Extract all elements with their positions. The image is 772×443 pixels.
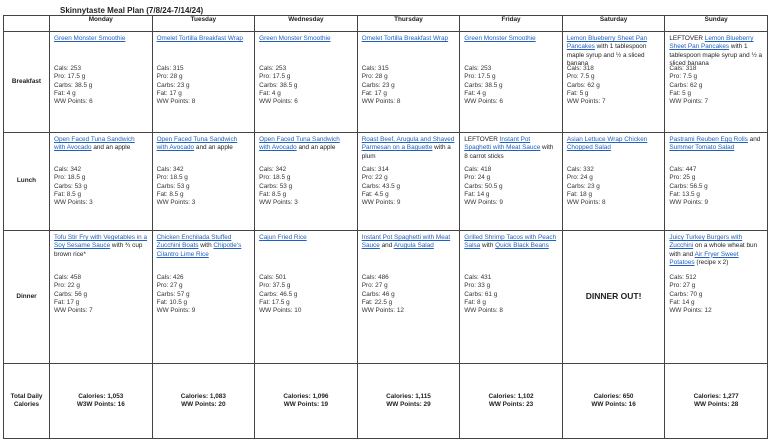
document-title: Skinnytaste Meal Plan (7/8/24-7/14/24) xyxy=(60,6,204,15)
lunch-cell-wednesday xyxy=(255,133,358,231)
carbs-value: Carbs: 53 g xyxy=(54,182,88,190)
total-ww-points: WW Points: 29 xyxy=(386,401,431,408)
recipe-link[interactable]: Open Faced Tuna Sandwich with Avocado xyxy=(259,136,340,152)
breakfast-row xyxy=(4,32,768,133)
protein-value: Pro: 7.5 g xyxy=(669,73,698,81)
fat-value: Fat: 5 g xyxy=(669,89,692,97)
meal-description xyxy=(362,35,456,65)
breakfast-cell-saturday xyxy=(562,32,665,133)
row-label-dinner: Dinner xyxy=(4,231,50,364)
calories-value: Cals: 315 xyxy=(156,65,184,72)
ww-points-value: WW Points: 8 xyxy=(464,307,503,315)
calories-value: Cals: 418 xyxy=(464,166,492,173)
meal-note: LEFTOVER xyxy=(464,136,500,143)
fat-value: Fat: 8.5 g xyxy=(259,190,287,198)
meal-description xyxy=(157,35,251,65)
breakfast-cell-thursday xyxy=(357,32,460,133)
ww-points-value: WW Points: 6 xyxy=(259,98,298,106)
carbs-value: Carbs: 23 g xyxy=(566,182,600,190)
recipe-link[interactable]: Open Faced Tuna Sandwich with Avocado xyxy=(54,136,135,152)
recipe-link[interactable]: Green Monster Smoothie xyxy=(259,35,331,42)
carbs-value: Carbs: 62 g xyxy=(669,81,703,89)
total-cell-monday xyxy=(50,364,153,439)
total-cell-saturday xyxy=(562,364,665,439)
carbs-value: Carbs: 38.5 g xyxy=(464,81,503,89)
total-cell-wednesday xyxy=(255,364,358,439)
meal-note: on a whole wheat bun with and xyxy=(669,242,758,258)
meal-description xyxy=(669,136,763,166)
dinner-row xyxy=(4,231,768,364)
meal-note: and xyxy=(747,136,761,143)
protein-value: Pro: 25 g xyxy=(669,174,696,182)
recipe-link[interactable]: Air Fryer Sweet Potatoes xyxy=(669,250,739,266)
meal-note: (recipe x 2) xyxy=(694,258,729,266)
calories-value: Cals: 512 xyxy=(669,274,697,281)
meal-description xyxy=(54,35,148,65)
calories-value: Cals: 314 xyxy=(361,166,389,173)
calories-value: Cals: 458 xyxy=(54,274,81,281)
protein-value: Pro: 28 g xyxy=(361,73,388,81)
total-calories: Calories: 1,102 xyxy=(488,392,534,400)
ww-points-value: WW Points: 7 xyxy=(54,307,93,315)
protein-value: Pro: 22 g xyxy=(54,282,80,290)
meal-description xyxy=(669,234,763,274)
fat-value: Fat: 8.5 g xyxy=(54,190,81,198)
row-label-lunch: Lunch xyxy=(4,133,50,231)
breakfast-cell-friday xyxy=(460,32,563,133)
dinner-cell-thursday xyxy=(357,231,460,364)
lunch-cell-friday xyxy=(460,133,563,231)
protein-value: Pro: 17.5 g xyxy=(54,73,86,81)
meal-description xyxy=(259,35,353,65)
calories-value: Cals: 501 xyxy=(259,274,287,281)
total-cell-sunday xyxy=(665,364,768,439)
meal-description xyxy=(669,35,763,65)
day-header-monday: Monday xyxy=(50,16,153,32)
carbs-value: Carbs: 43.5 g xyxy=(361,182,401,190)
ww-points-value: WW Points: 12 xyxy=(669,307,712,315)
calories-value: Cals: 447 xyxy=(669,166,697,173)
fat-value: Fat: 8 g xyxy=(464,298,486,306)
carbs-value: Carbs: 23 g xyxy=(361,81,395,89)
carbs-value: Carbs: 56.5 g xyxy=(669,182,708,190)
carbs-value: Carbs: 61 g xyxy=(464,290,498,298)
total-ww-points: WW Points: 23 xyxy=(488,401,534,408)
lunch-cell-sunday xyxy=(665,133,768,231)
meal-note: and an apple xyxy=(194,144,233,152)
ww-points-value: WW Points: 9 xyxy=(464,199,503,207)
fat-value: Fat: 5 g xyxy=(566,89,589,97)
protein-value: Pro: 18.5 g xyxy=(156,174,188,182)
protein-value: Pro: 24 g xyxy=(566,174,593,182)
total-ww-points: WW Points: 16 xyxy=(591,401,636,408)
ww-points-value: WW Points: 12 xyxy=(361,307,404,315)
meal-description xyxy=(54,234,148,274)
meal-note: with ¾ cup brown rice* xyxy=(54,242,143,258)
total-ww-points: WW Points: 19 xyxy=(283,401,329,408)
dinner-out-label: DINNER OUT! xyxy=(585,291,642,302)
calories-value: Cals: 342 xyxy=(156,166,184,173)
ww-points-value: WW Points: 8 xyxy=(156,98,196,106)
total-calories: Calories: 1,083 xyxy=(180,392,226,400)
dinner-cell-tuesday xyxy=(152,231,255,364)
carbs-value: Carbs: 56 g xyxy=(54,290,88,298)
meal-description xyxy=(362,136,456,166)
calories-value: Cals: 332 xyxy=(566,166,594,173)
totals-row xyxy=(4,364,768,439)
fat-value: Fat: 17 g xyxy=(361,89,387,97)
carbs-value: Carbs: 62 g xyxy=(566,81,600,89)
ww-points-value: WW Points: 3 xyxy=(156,199,196,207)
ww-points-value: WW Points: 7 xyxy=(669,98,709,106)
fat-value: Fat: 4.5 g xyxy=(361,190,389,198)
fat-value: Fat: 17 g xyxy=(156,89,182,97)
dinner-cell-friday xyxy=(460,231,563,364)
meal-description xyxy=(157,234,251,274)
carbs-value: Carbs: 50.5 g xyxy=(464,182,503,190)
meal-plan-table xyxy=(3,15,768,439)
calories-value: Cals: 318 xyxy=(566,65,594,72)
protein-value: Pro: 18.5 g xyxy=(259,174,291,182)
recipe-link[interactable]: Omelet Tortilla Breakfast Wrap xyxy=(156,35,243,42)
breakfast-cell-wednesday xyxy=(255,32,358,133)
total-calories: Calories: 650 xyxy=(593,392,634,400)
protein-value: Pro: 28 g xyxy=(156,73,183,81)
recipe-link[interactable]: Cajun Fried Rice xyxy=(259,234,307,241)
meal-note: with xyxy=(480,242,496,250)
meal-description xyxy=(259,234,353,274)
meal-description xyxy=(464,136,558,166)
calories-value: Cals: 486 xyxy=(361,274,389,281)
dinner-cell-sunday xyxy=(665,231,768,364)
recipe-link[interactable]: Summer Tomato Salad xyxy=(669,144,735,152)
fat-value: Fat: 4 g xyxy=(54,89,76,97)
carbs-value: Carbs: 53 g xyxy=(156,182,190,190)
carbs-value: Carbs: 70 g xyxy=(669,290,703,298)
day-header-sunday: Sunday xyxy=(665,16,768,32)
calories-value: Cals: 342 xyxy=(259,166,287,173)
calories-value: Cals: 253 xyxy=(54,65,81,72)
recipe-link[interactable]: Instant Pot Spaghetti with Meat Sauce xyxy=(464,136,541,152)
carbs-value: Carbs: 38.5 g xyxy=(259,81,298,89)
calories-value: Cals: 426 xyxy=(156,274,184,281)
recipe-link[interactable]: Roast Beef, Arugula and Shaved Parmesan on a Baguette xyxy=(361,136,455,152)
protein-value: Pro: 18.5 g xyxy=(54,174,86,182)
recipe-link[interactable]: Asian Lettuce Wrap Chicken Chopped Salad xyxy=(566,136,648,152)
protein-value: Pro: 7.5 g xyxy=(566,73,595,81)
recipe-link[interactable]: Lemon Blueberry Sheet Pan Pancakes xyxy=(566,35,648,51)
lunch-cell-saturday xyxy=(562,133,665,231)
fat-value: Fat: 4 g xyxy=(259,89,281,97)
meal-description xyxy=(567,136,661,166)
protein-value: Pro: 17.5 g xyxy=(259,73,291,81)
recipe-link[interactable]: Quick Black Beans xyxy=(495,242,549,250)
total-calories: Calories: 1,115 xyxy=(386,392,431,400)
ww-points-value: WW Points: 10 xyxy=(259,307,302,315)
carbs-value: Carbs: 46.5 g xyxy=(259,290,298,298)
breakfast-cell-sunday xyxy=(665,32,768,133)
meal-description xyxy=(464,35,558,65)
protein-value: Pro: 33 g xyxy=(464,282,491,290)
protein-value: Pro: 27 g xyxy=(669,282,696,290)
calories-value: Cals: 253 xyxy=(259,65,287,72)
breakfast-cell-monday xyxy=(50,32,153,133)
carbs-value: Carbs: 23 g xyxy=(156,81,190,89)
carbs-value: Carbs: 38.5 g xyxy=(54,81,93,89)
row-label-total-daily-calories: Total Daily Calories xyxy=(4,364,50,439)
recipe-link[interactable]: Lemon Blueberry Sheet Pan Pancakes xyxy=(669,35,754,51)
fat-value: Fat: 17 g xyxy=(54,298,80,306)
recipe-link[interactable]: Omelet Tortilla Breakfast Wrap xyxy=(361,35,449,42)
ww-points-value: WW Points: 3 xyxy=(54,199,93,207)
meal-description xyxy=(259,136,353,166)
protein-value: Pro: 17.5 g xyxy=(464,73,496,81)
fat-value: Fat: 13.5 g xyxy=(669,190,700,198)
day-header-friday: Friday xyxy=(460,16,563,32)
meal-description xyxy=(567,35,661,65)
meal-description xyxy=(157,136,251,166)
lunch-cell-thursday xyxy=(357,133,460,231)
fat-value: Fat: 22.5 g xyxy=(361,298,393,306)
meal-note: with 1 tablespoon maple syrup and ½ a sliced banana xyxy=(566,43,647,67)
ww-points-value: WW Points: 3 xyxy=(259,199,298,207)
recipe-link[interactable]: Green Monster Smoothie xyxy=(464,35,536,42)
calories-value: Cals: 315 xyxy=(361,65,389,72)
total-ww-points: WW Points: 20 xyxy=(181,401,226,408)
meal-note: with 8 carrot sticks xyxy=(464,144,554,160)
recipe-link[interactable]: Instant Pot Spaghetti with Meat Sauce xyxy=(361,234,451,250)
recipe-link[interactable]: Juicy Turkey Burgers with Zucchini xyxy=(669,234,743,250)
recipe-link[interactable]: Arugula Salad xyxy=(393,242,434,250)
ww-points-value: WW Points: 6 xyxy=(54,98,93,106)
fat-value: Fat: 18 g xyxy=(566,190,593,198)
meal-note: with xyxy=(198,242,214,250)
dinner-cell-saturday xyxy=(562,231,665,364)
meal-description xyxy=(362,234,456,274)
ww-points-value: WW Points: 7 xyxy=(566,98,606,106)
protein-value: Pro: 27 g xyxy=(361,282,388,290)
ww-points-value: WW Points: 8 xyxy=(361,98,401,106)
calories-value: Cals: 431 xyxy=(464,274,492,281)
calories-value: Cals: 253 xyxy=(464,65,492,72)
total-cell-tuesday xyxy=(152,364,255,439)
protein-value: Pro: 27 g xyxy=(156,282,183,290)
corner-cell xyxy=(4,16,50,32)
lunch-cell-monday xyxy=(50,133,153,231)
breakfast-cell-tuesday xyxy=(152,32,255,133)
ww-points-value: WW Points: 9 xyxy=(156,307,196,315)
ww-points-value: WW Points: 9 xyxy=(669,199,709,207)
fat-value: Fat: 14 g xyxy=(669,298,695,306)
lunch-cell-tuesday xyxy=(152,133,255,231)
protein-value: Pro: 37.5 g xyxy=(259,282,291,290)
fat-value: Fat: 10.5 g xyxy=(156,298,188,306)
calories-value: Cals: 318 xyxy=(669,65,697,72)
ww-points-value: WW Points: 6 xyxy=(464,98,503,106)
total-ww-points: W3W Points: 16 xyxy=(76,401,125,408)
meal-note: LEFTOVER xyxy=(669,35,705,42)
recipe-link[interactable]: Chicken Enchilada Stuffed Zucchini Boats xyxy=(156,234,232,250)
total-calories: Calories: 1,053 xyxy=(78,392,124,400)
carbs-value: Carbs: 57 g xyxy=(156,290,190,298)
meal-note: with a plum xyxy=(361,144,451,160)
lunch-row xyxy=(4,133,768,231)
recipe-link[interactable]: Green Monster Smoothie xyxy=(54,35,126,42)
day-header-saturday: Saturday xyxy=(562,16,665,32)
meal-note: and an apple xyxy=(91,144,131,152)
meal-note: and an apple xyxy=(296,144,336,152)
protein-value: Pro: 24 g xyxy=(464,174,491,182)
carbs-value: Carbs: 46 g xyxy=(361,290,395,298)
fat-value: Fat: 8.5 g xyxy=(156,190,184,198)
day-header-thursday: Thursday xyxy=(357,16,460,32)
day-header-wednesday: Wednesday xyxy=(255,16,358,32)
recipe-link[interactable]: Chipotle's Cilantro Lime Rice xyxy=(156,242,242,258)
dinner-cell-wednesday xyxy=(255,231,358,364)
total-calories: Calories: 1,277 xyxy=(693,392,739,400)
fat-value: Fat: 14 g xyxy=(464,190,490,198)
dinner-cell-monday xyxy=(50,231,153,364)
carbs-value: Carbs: 53 g xyxy=(259,182,293,190)
protein-value: Pro: 22 g xyxy=(361,174,388,182)
meal-description xyxy=(464,234,558,274)
ww-points-value: WW Points: 8 xyxy=(566,199,606,207)
recipe-link[interactable]: Tofu Stir Fry with Vegetables in a Soy Sesame Sauce xyxy=(54,234,148,250)
day-header-row xyxy=(4,16,768,32)
meal-note: with 1 tablespoon maple syrup and ½ a sliced banana xyxy=(669,43,763,67)
fat-value: Fat: 4 g xyxy=(464,89,486,97)
meal-note: and xyxy=(379,242,394,250)
recipe-link[interactable]: Grilled Shrimp Tacos with Peach Salsa xyxy=(464,234,557,250)
total-ww-points: WW Points: 28 xyxy=(693,401,739,408)
meal-description xyxy=(54,136,148,166)
total-cell-thursday xyxy=(357,364,460,439)
total-calories: Calories: 1,096 xyxy=(283,392,329,400)
fat-value: Fat: 17.5 g xyxy=(259,298,290,306)
row-label-breakfast: Breakfast xyxy=(4,32,50,133)
recipe-link[interactable]: Pastrami Reuben Egg Rolls xyxy=(669,136,748,143)
day-header-tuesday: Tuesday xyxy=(152,16,255,32)
calories-value: Cals: 342 xyxy=(54,166,81,173)
total-cell-friday xyxy=(460,364,563,439)
recipe-link[interactable]: Open Faced Tuna Sandwich with Avocado xyxy=(156,136,238,152)
ww-points-value: WW Points: 9 xyxy=(361,199,401,207)
